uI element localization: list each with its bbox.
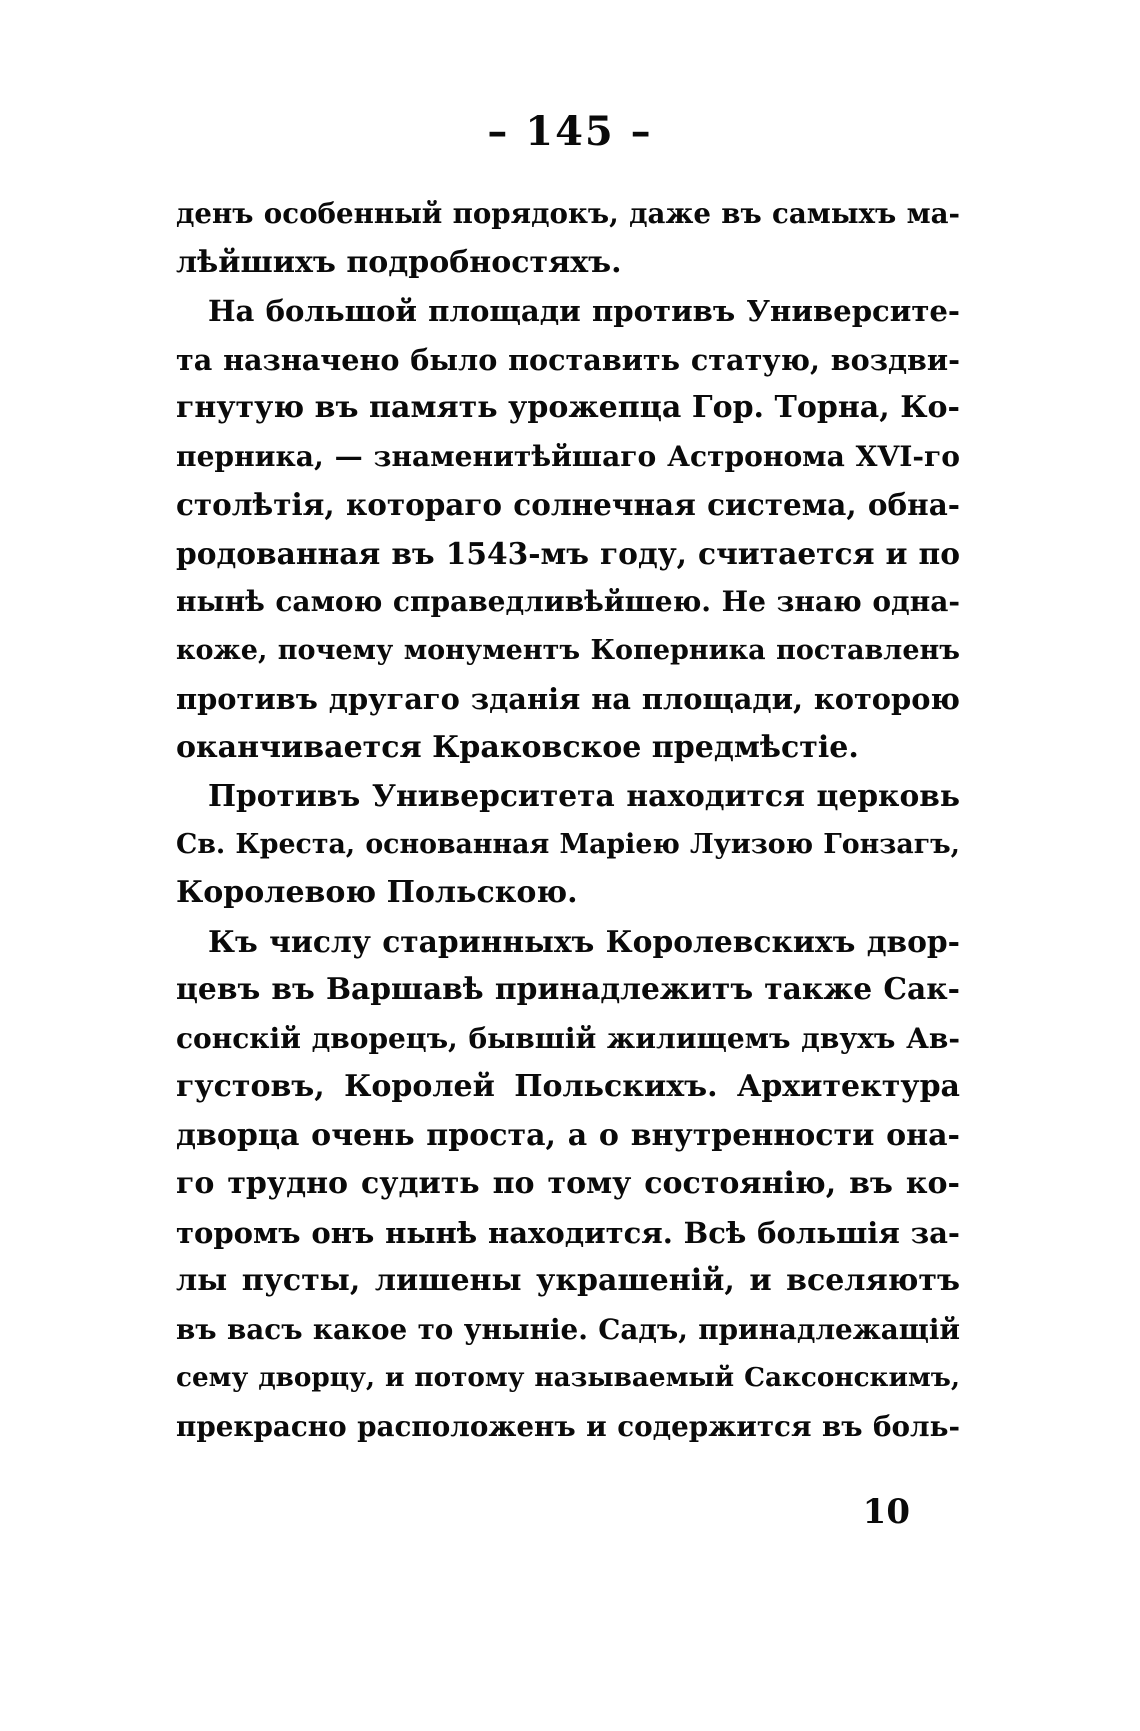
text-line: гнутую въ память урожепца Гор. Торна, Ко- — [176, 390, 960, 425]
text-line: оканчивается Краковское предмѣстіе. — [176, 729, 859, 765]
text-line: перника, — знаменитѣйшаго Астронома XVI-го — [176, 439, 960, 473]
page-number: – 145 – — [487, 108, 653, 155]
text-line: Королевою Польскою. — [176, 875, 578, 910]
text-line: противъ другаго зданія на площади, которою — [176, 682, 960, 716]
body-text — [176, 190, 960, 1451]
text-line: дворца очень проста, а о внутренности она- — [176, 1117, 960, 1153]
text-line: нынѣ самою справедливѣйшею. Не знаю одна- — [176, 585, 960, 618]
text-line: густовъ, Королей Польскихъ. Архитектура — [176, 1069, 960, 1104]
text-line: го трудно судить по тому состоянію, въ ко- — [176, 1166, 960, 1201]
text-line: прекрасно расположенъ и содержится въ боль- — [176, 1409, 960, 1443]
text-line: Къ числу старинныхъ Королевскихъ двор- — [208, 923, 960, 959]
text-line: сонскій дворецъ, бывшій жилищемъ двухъ Ав- — [176, 1021, 960, 1055]
text-line: столѣтія, котораго солнечная система, обна- — [176, 487, 960, 522]
signature-mark: 10 — [862, 1492, 910, 1532]
text-line: торомъ онъ нынѣ находится. Всѣ большія за- — [176, 1215, 960, 1250]
text-line: коже, почему монументъ Коперника поставленъ — [176, 634, 960, 666]
text-line: денъ особенный порядокъ, даже въ самыхъ ма- — [176, 197, 960, 230]
text-line: Св. Креста, основанная Маріею Луизою Гонзагъ, — [176, 828, 960, 860]
text-line: въ васъ какое то уныніе. Садъ, принадлежащій — [176, 1312, 960, 1346]
text-line: Противъ Университета находится церковь — [208, 778, 960, 813]
text-line: На большой площади противъ Университе- — [208, 294, 960, 328]
text-line: сему дворцу, и потому называемый Саксонскимъ, — [176, 1362, 960, 1393]
text-line: лѣйшихъ подробностяхъ. — [176, 244, 622, 280]
text-line: родованная въ 1543-мъ году, считается и по — [176, 535, 960, 571]
text-line: та назначено было поставить статую, воздви- — [176, 342, 960, 377]
text-line: лы пусты, лишены украшеній, и вселяютъ — [176, 1263, 960, 1298]
text-line: цевъ въ Варшавѣ принадлежитъ также Сак- — [176, 972, 960, 1007]
